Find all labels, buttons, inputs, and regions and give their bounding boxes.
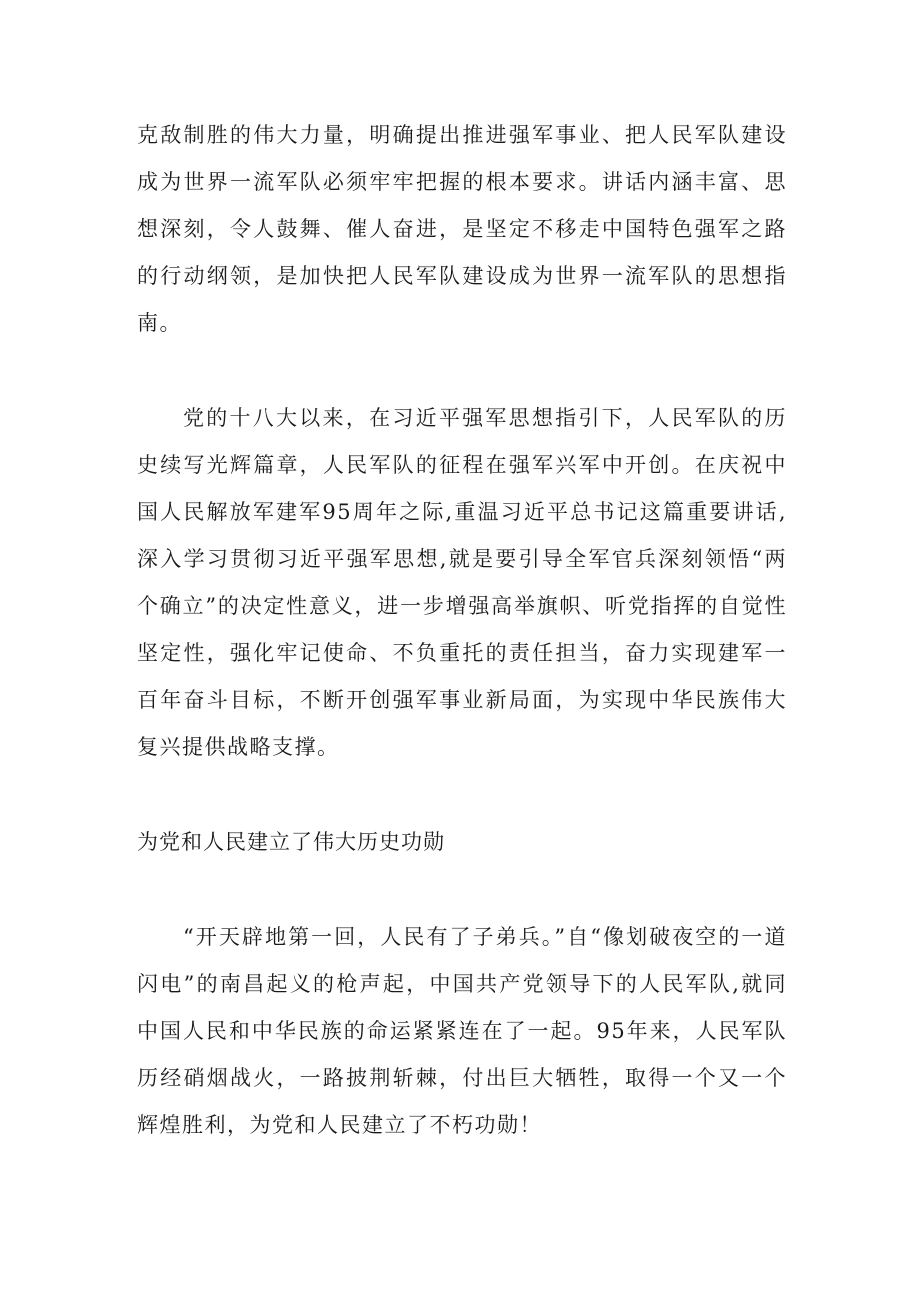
paragraph-1: 克敌制胜的伟大力量，明确提出推进强军事业、把人民军队建设成为世界一流军队必须牢牢把握的根本要求。讲话内涵丰富、思想深刻，令人鼓舞、催人奋进，是坚定不移走中国特色强军之路的行动纲领，是加快把人民军队建设成为世界一流军队的思想指南。 [137,123,787,335]
paragraph-2: 党的十八大以来，在习近平强军思想指引下，人民军队的历史续写光辉篇章，人民军队的征程在强军兴军中开创。在庆祝中国人民解放军建军95周年之际,重温习近平总书记这篇重要讲话,深入学习贯彻习近平强军思想,就是要引导全军官兵深刻领悟“两个确立”的决定性意义，进一步增强高举旗帜、听党指挥的自觉性坚定性，强化牢记使命、不负重托的责任担当，奋力实现建军一百年奋斗目标，不断开创强军事业新局面，为实现中华民族伟大复兴提供战略支撑。 [137,406,787,759]
paragraph-3: “开天辟地第一回，人民有了子弟兵。”自“像划破夜空的一道闪电”的南昌起义的枪声起，中国共产党领导下的人民军队,就同中国人民和中华民族的命运紧紧连在了一起。95年来，人民军队历经硝烟战火，一路披荆斩棘，付出巨大牺牲，取得一个又一个辉煌胜利，为党和人民建立了不朽功勋！ [137,925,787,1137]
document-page [137,112,787,1149]
section-heading: 为党和人民建立了伟大历史功勋 [137,830,445,854]
